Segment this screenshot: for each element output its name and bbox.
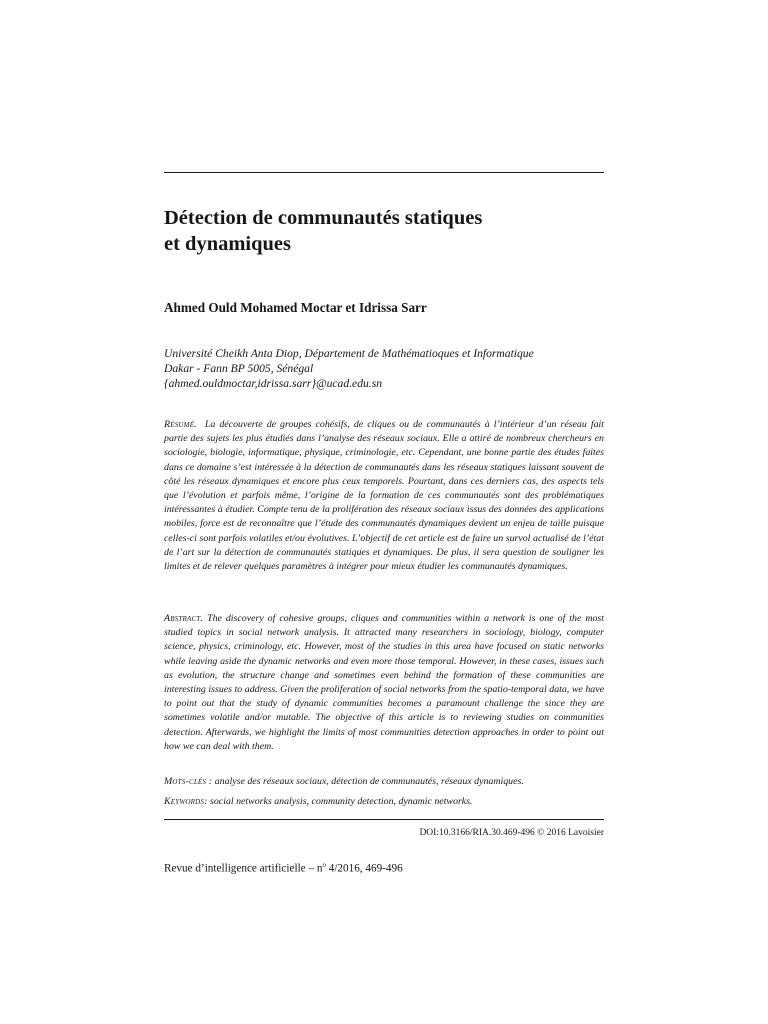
affiliation [164, 346, 534, 391]
mots-cles-section [164, 775, 604, 789]
authors: Ahmed Ould Mohamed Moctar et Idrissa Sarr [164, 300, 427, 315]
top-rule [164, 172, 604, 173]
mots-cles-text: analyse des réseaux sociaux, détection de communautés, réseaux dynamiques. [214, 776, 524, 787]
resume-section [164, 418, 604, 574]
paper-title-line-1: Détection de communautés statiques [164, 207, 483, 229]
copyright-symbol: © [537, 828, 545, 838]
journal-superscript: o [322, 861, 326, 869]
affiliation-email[interactable]: {ahmed.ouldmoctar,idrissa.sarr}@ucad.edu.sn [164, 377, 382, 390]
journal-suffix: 4/2016, 469-496 [325, 862, 403, 875]
bottom-rule [164, 819, 604, 820]
paper-title-line-2: et dynamiques [164, 233, 292, 255]
journal-prefix: Revue d’intelligence artificielle – n [164, 862, 323, 875]
keywords-section [164, 795, 604, 809]
resume-label: Résumé. [164, 419, 197, 430]
keywords-text: social networks analysis, community detection, dynamic networks. [210, 796, 473, 807]
resume-text: La découverte de groupes cohésifs, de cliques ou de communautés à l’intérieur d’un réseau fait partie des sujets les plus étudiés dans l’analyse des réseaux sociaux. Elle a attiré de nombreux chercheurs en sociologie, biologie, informatique, physique, criminologie, etc. Cependant, une bonne partie des études faites dans ce domaine s’est intéressée à la détection de communautés dans les réseaux statiques laissant souvent de côté les réseaux dynamiques et encore plus ceux temporels. Pourtant, dans ces derniers cas, des aspects tels que l’évolution et parfois même, l’origine de la formation de ces communautés sont des problématiques intéressantes à étudier. Compte tenu de la prolifération des réseaux sociaux issus des données des applications mobiles, force est de reconnaître que l’étude des communautés dynamiques devient un enjeu de taille puisque celles-ci sont parfois volatiles et/ou évolutives. L’objectif de cet article est de faire un survol actualisé de l’état de l’art sur la détection de communautés statiques et dynamiques. De plus, il sera question de souligner les limites et de relever quelques paramètres à intégrer pour mieux étudier les communautés dynamiques. [164, 419, 605, 573]
affiliation-address: Dakar - Fann BP 5005, Sénégal [164, 362, 314, 375]
paper-title [164, 205, 604, 257]
abstract-section [164, 612, 604, 754]
keywords-label: Keywords: [164, 796, 208, 807]
publisher-text: 2016 Lavoisier [546, 828, 604, 838]
mots-cles-label: Mots-clés : [164, 776, 213, 787]
abstract-label: Abstract. [164, 613, 204, 624]
abstract-text: The discovery of cohesive groups, cliques and communities within a network is one of the most studied topics in social network analysis. It attracted many researchers in sociology, biology, computer science, physics, criminology, etc. However, most of the studies in this area have focused on static networks while leaving aside the dynamic networks and even more those temporal. However, in these cases, issues such as evolution, the structure change and sometimes even behind the formation of these communities are interesting issues to address. Given the proliferation of social networks from the spatio-temporal data, we have to point out that the study of dynamic communities becomes a paramount challenge the since they are sometimes volatile and/or mutable. The objective of this article is to reviewing studies on communities detection. Afterwards, we highlight the limits of most communities detection approaches in order to point out how we can deal with them. [164, 613, 605, 752]
journal-citation [164, 861, 403, 875]
affiliation-institution: Université Cheikh Anta Diop, Département de Mathématioques et Informatique [164, 347, 534, 360]
doi-line [419, 828, 604, 838]
doi-text[interactable]: DOI:10.3166/RIA.30.469-496 [419, 828, 535, 838]
